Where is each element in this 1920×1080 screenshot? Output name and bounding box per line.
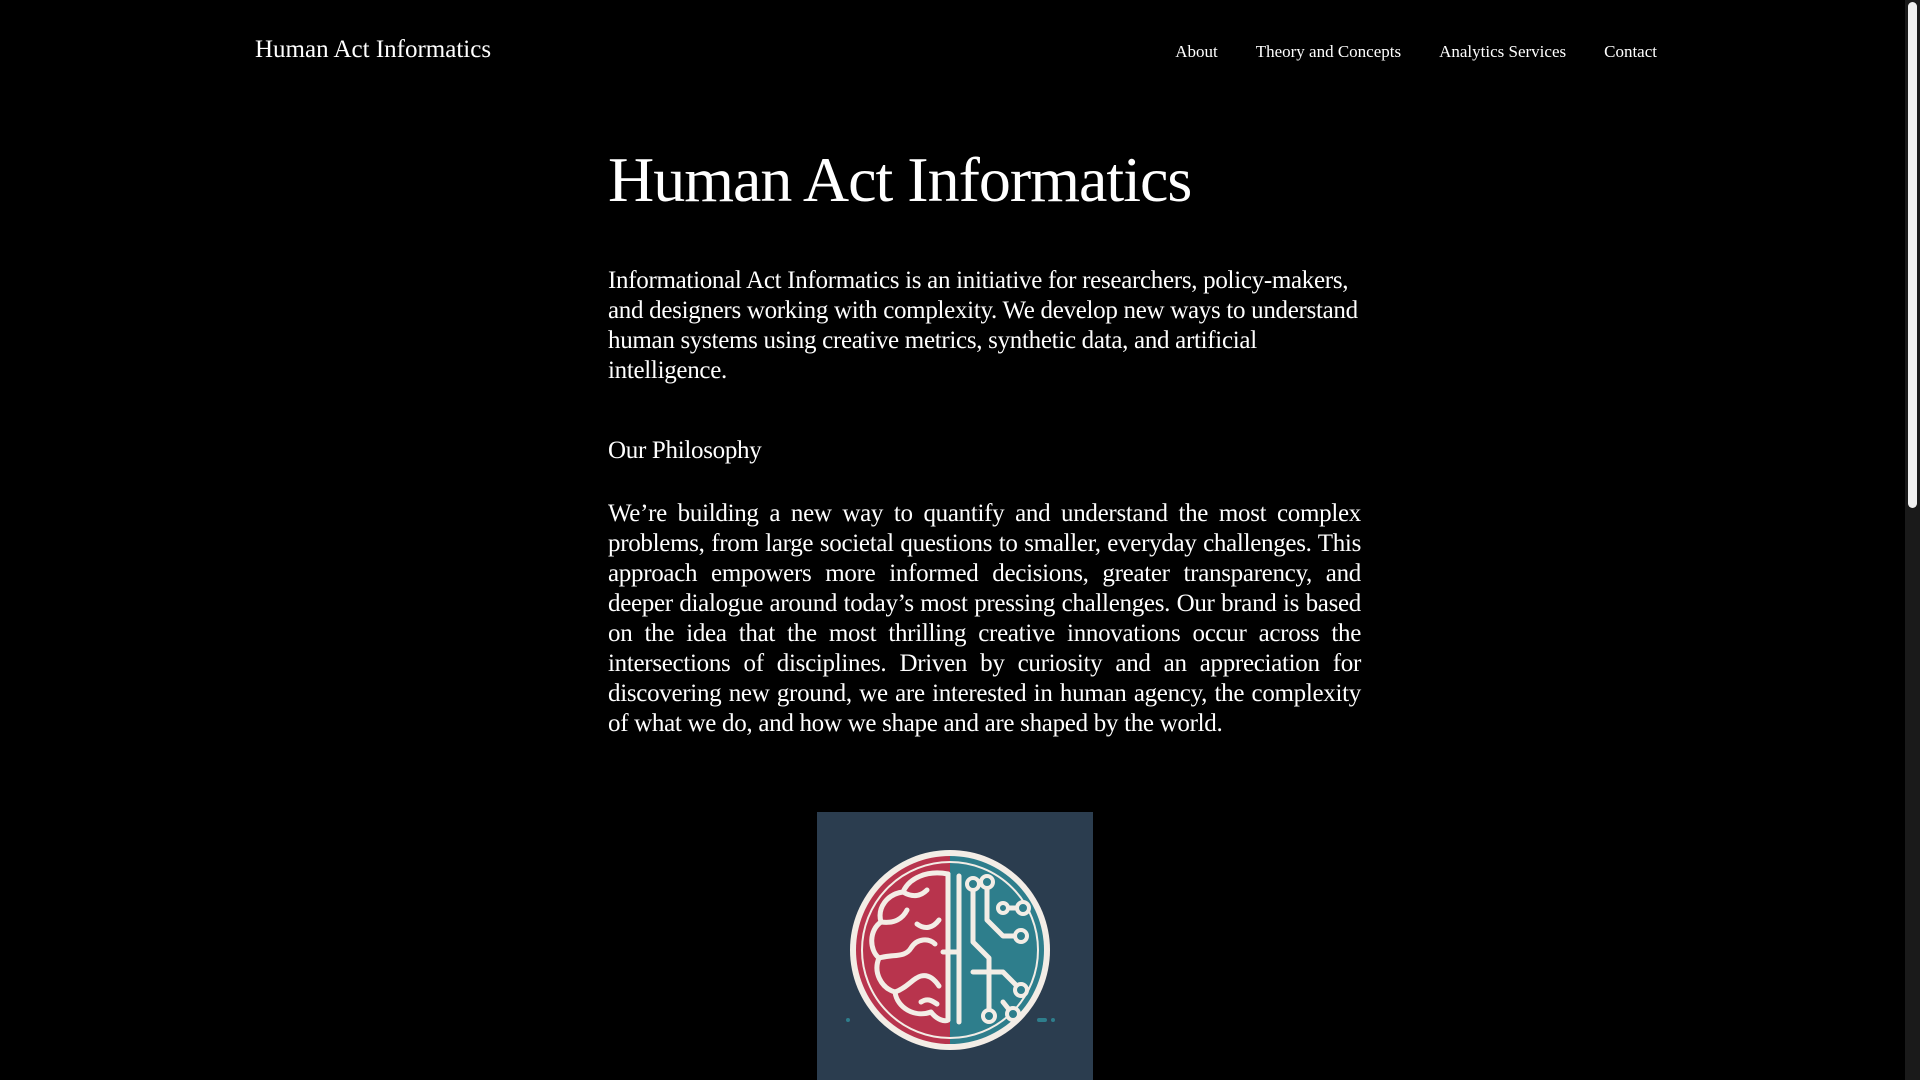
scrollbar-thumb[interactable] bbox=[1908, 2, 1917, 508]
main-nav bbox=[1175, 42, 1657, 62]
page-title: Human Act Informatics bbox=[608, 144, 1192, 215]
site-title-link[interactable]: Human Act Informatics bbox=[255, 36, 492, 63]
philosophy-paragraph: We’re building a new way to quantify and understand the most complex problems, from large societal questions to smaller, everyday challenges. This approach empowers more informed decisions, greater transparency, and deeper dialogue around today’s most pressing challenges. Our brand is based on the idea that the most thrilling creative innovations occur across the intersections of disciplines. Driven by curiosity and an appreciation for discovering new ground, we are interested in human agency, the complexity of what we do, and how we shape and are shaped by the world. bbox=[608, 500, 1361, 737]
intro-paragraph: Informational Act Informatics is an initiative for researchers, policy-makers, and designers working with complexity. We develop new ways to understand human systems using creative metrics, synthetic data, and artificial intelligence. bbox=[608, 267, 1358, 384]
site-header bbox=[0, 0, 1905, 104]
nav-about[interactable]: About bbox=[1175, 42, 1218, 61]
main-content bbox=[608, 140, 1361, 739]
nav-analytics-services[interactable]: Analytics Services bbox=[1439, 42, 1567, 61]
nav-theory-and-concepts[interactable]: Theory and Concepts bbox=[1255, 42, 1402, 61]
vertical-scrollbar[interactable] bbox=[1905, 0, 1920, 1080]
nav-contact[interactable]: Contact bbox=[1604, 42, 1657, 61]
philosophy-heading: Our Philosophy bbox=[608, 437, 762, 464]
brain-circuit-icon bbox=[817, 812, 1093, 1080]
brain-circuit-logo bbox=[817, 812, 1093, 1080]
